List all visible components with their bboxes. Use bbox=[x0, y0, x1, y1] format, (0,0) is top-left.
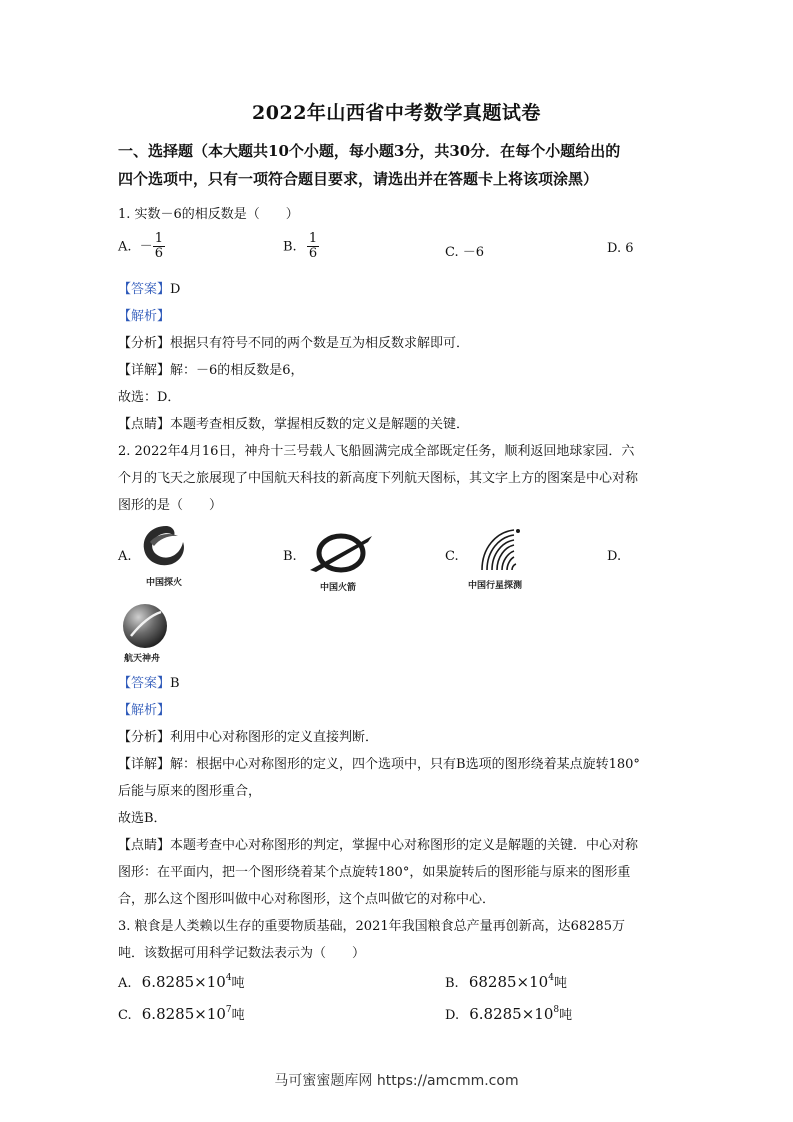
q2-fenxi: 【分析】利用中心对称图形的定义直接判断． bbox=[118, 730, 379, 745]
q2-analysis-tag: 【解析】 bbox=[118, 703, 171, 718]
q2-dianjing-line2: 图形：在平面内，把一个图形绕着某个点旋转180°，如果旋转后的图形能与原来的图形重 bbox=[118, 865, 631, 880]
rocket-logo-icon bbox=[306, 530, 376, 576]
q3-stem-line2: 吨．该数据可用科学记数法表示为（ ） bbox=[118, 946, 366, 961]
q2-option-d-caption: 航天神舟 bbox=[124, 654, 161, 664]
q1-analysis-tag: 【解析】 bbox=[118, 309, 171, 324]
page-title: 2022年山西省中考数学真题试卷 bbox=[252, 102, 541, 124]
q3-option-b: B. $68285\times 10^4$吨 bbox=[445, 973, 567, 991]
q1-option-c: C. －6 bbox=[445, 245, 485, 260]
q2-stem-line1: 2. 2022年4月16日，神舟十三号载人飞船圆满完成全部既定任务，顺利返回地球家园．六 bbox=[118, 444, 635, 459]
q2-option-d-label: D. bbox=[607, 549, 622, 564]
q2-dianjing-line1: 【点睛】本题考查中心对称图形的判定，掌握中心对称图形的定义是解题的关键．中心对称 bbox=[118, 838, 639, 853]
q1-option-a: A. － $\frac{1}{6}$ bbox=[118, 231, 163, 262]
mars-exploration-logo-icon bbox=[136, 522, 192, 572]
section-heading-line1: 一、选择题（本大题共10个小题，每小题3分，共30分．在每个小题给出的 bbox=[118, 142, 621, 160]
q2-option-c-caption: 中国行星探测 bbox=[468, 581, 523, 591]
q1-dianjing: 【点睛】本题考查相反数，掌握相反数的定义是解题的关键． bbox=[118, 417, 470, 432]
q2-option-a-label: A. bbox=[118, 549, 132, 564]
q2-xiangjie-line2: 后能与原来的图形重合， bbox=[118, 784, 262, 799]
q2-xiangjie-line1: 【详解】解：根据中心对称图形的定义，四个选项中，只有B选项的图形绕着某点旋转180° bbox=[118, 757, 640, 772]
q2-option-b-label: B. bbox=[283, 549, 297, 564]
q2-choose: 故选B． bbox=[118, 811, 167, 826]
q3-option-a: A. $6.8285\times 10^4$吨 bbox=[118, 973, 245, 991]
q1-option-d: D. 6 bbox=[607, 241, 634, 256]
q2-answer: 【答案】B bbox=[118, 676, 180, 691]
q3-option-c: C. $6.8285\times 10^7$吨 bbox=[118, 1005, 245, 1023]
q2-stem-line3: 图形的是（ ） bbox=[118, 498, 223, 513]
q2-dianjing-line3: 合，那么这个图形叫做中心对称图形，这个点叫做它的对称中心． bbox=[118, 892, 496, 907]
q1-choose: 故选：D． bbox=[118, 390, 181, 405]
planetary-exploration-logo-icon bbox=[474, 524, 530, 574]
q1-option-b: B. $\frac{1}{6}$ bbox=[283, 231, 318, 262]
q2-stem-line2: 个月的飞天之旅展现了中国航天科技的新高度下列航天图标，其文字上方的图案是中心对称 bbox=[118, 471, 639, 486]
q2-option-b-caption: 中国火箭 bbox=[320, 583, 357, 593]
q2-option-a-caption: 中国探火 bbox=[146, 578, 183, 588]
q1-fenxi: 【分析】根据只有符号不同的两个数是互为相反数求解即可． bbox=[118, 336, 470, 351]
q1-xiangjie: 【详解】解：－6的相反数是6， bbox=[118, 363, 304, 378]
q1-stem: 1. 实数－6的相反数是（ ） bbox=[118, 207, 299, 222]
q2-option-c-label: C. bbox=[445, 549, 459, 564]
section-heading-line2: 四个选项中，只有一项符合题目要求，请选出并在答题卡上将该项涂黑） bbox=[118, 170, 599, 188]
q3-stem-line1: 3. 粮食是人类赖以生存的重要物质基础，2021年我国粮食总产量再创新高，达68285万 bbox=[118, 919, 625, 934]
shenzhou-logo-icon bbox=[121, 602, 169, 650]
q1-answer: 【答案】D bbox=[118, 282, 181, 297]
page-footer-watermark: 马可蜜蜜题库网 https://amcmm.com bbox=[274, 1073, 519, 1089]
q3-option-d: D. $6.8285\times 10^8$吨 bbox=[445, 1005, 573, 1023]
